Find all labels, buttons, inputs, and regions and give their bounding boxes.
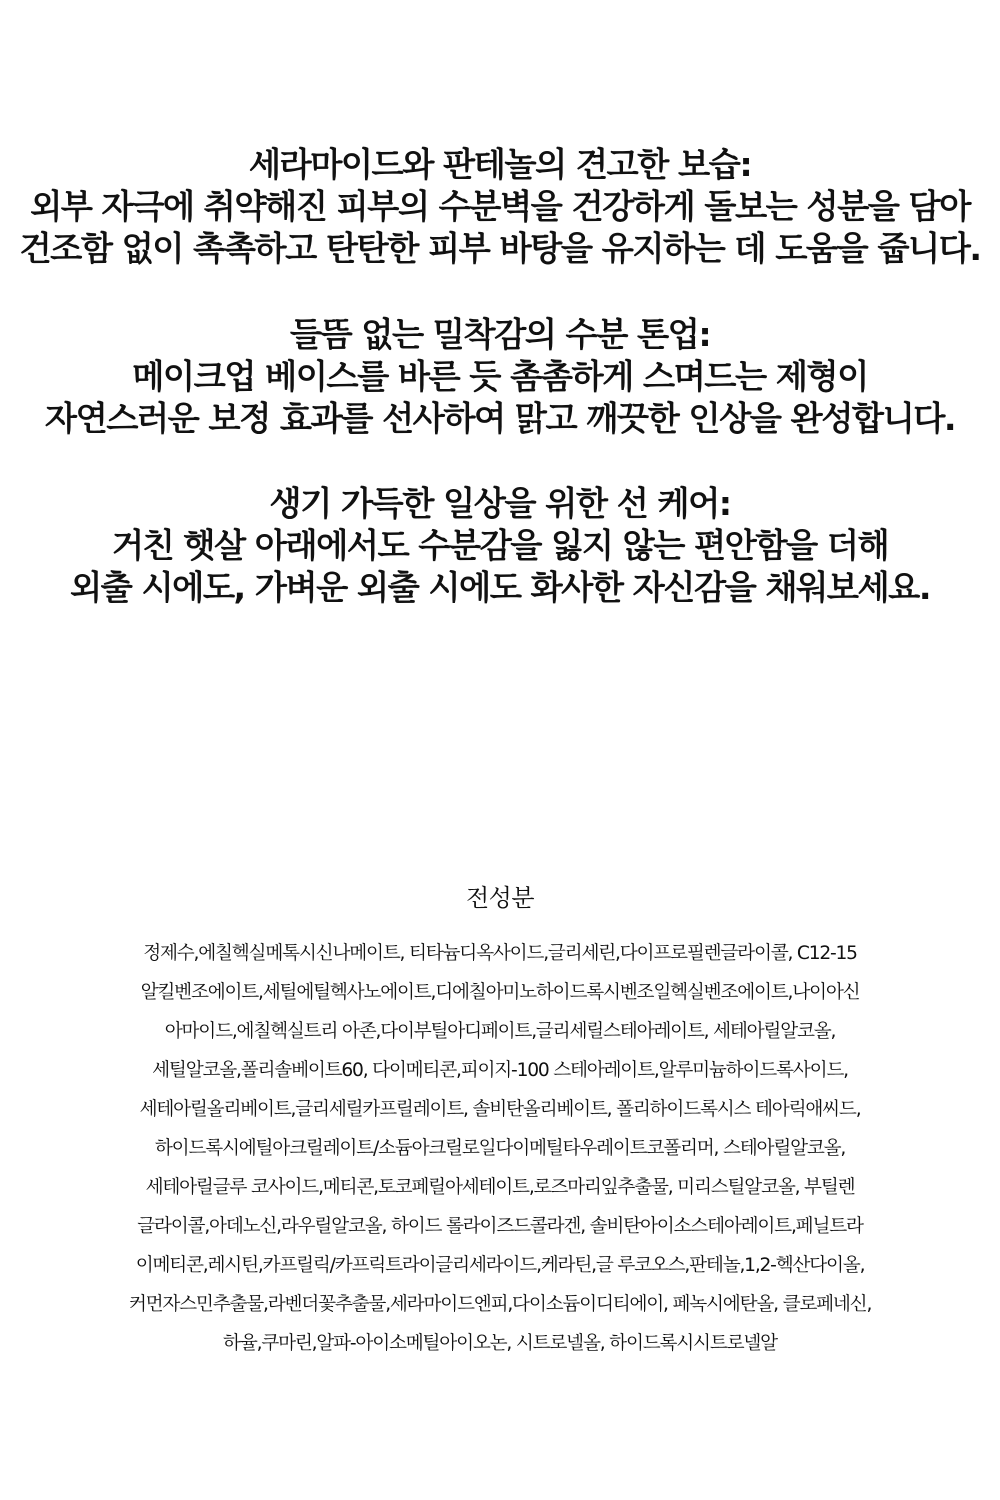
feature-text-line: 건조함 없이 촉촉하고 탄탄한 피부 바탕을 유지하는 데 도움을 줍니다. <box>19 229 981 268</box>
ingredients-line: 글라이콜,아데노신,라우릴알코올, 하이드 롤라이즈드콜라겐, 솔비탄아이소스테아레이트,페닐트라 <box>137 1216 863 1237</box>
feature-text-line: 외출 시에도, 가벼운 외출 시에도 화사한 자신감을 채워보세요. <box>70 568 930 607</box>
feature-text-line: 외부 자극에 취약해진 피부의 수분벽을 건강하게 돌보는 성분을 담아 <box>30 187 970 226</box>
ingredients-line: 커먼자스민추출물,라벤더꽃추출물,세라마이드엔피,다이소듐이디티에이, 페녹시에탄올, 클로페네신, <box>128 1294 872 1315</box>
feature-heading: 세라마이드와 판테놀의 견고한 보습: <box>248 145 752 184</box>
feature-tone-up <box>0 314 1000 440</box>
feature-text-line: 메이크업 베이스를 바른 듯 촘촘하게 스며드는 제형이 <box>132 357 868 396</box>
feature-heading: 들뜸 없는 밀착감의 수분 톤업: <box>289 315 711 354</box>
ingredients-line: 세테아릴올리베이트,글리세릴카프릴레이트, 솔비탄올리베이트, 폴리하이드록시스 테아릭애씨드, <box>139 1099 861 1120</box>
feature-moisture <box>0 144 1000 270</box>
ingredients-line: 세테아릴글루 코사이드,메티콘,토코페릴아세테이트,로즈마리잎추출물, 미리스틸알코올, 부틸렌 <box>145 1177 855 1198</box>
ingredients-title: 전성분 <box>465 884 535 912</box>
ingredients-line: 알킬벤조에이트,세틸에틸헥사노에이트,디에칠아미노하이드록시벤조일헥실벤조에이트,나이아신 <box>140 982 860 1003</box>
ingredients-line: 이메티콘,레시틴,카프릴릭/카프릭트라이글리세라이드,케라틴,글 루코오스,판테놀,1,2-헥산다이올, <box>135 1255 865 1276</box>
ingredients-line: 정제수,에칠헥실메톡시신나메이트, 티타늄디옥사이드,글리세린,다이프로필렌글라이콜, C12-15 <box>143 943 857 964</box>
ingredients-line: 아마이드,에칠헥실트리 아존,다이부틸아디페이트,글리세릴스테아레이트, 세테아릴알코올, <box>164 1021 836 1042</box>
ingredients-section <box>0 882 1000 1363</box>
feature-heading: 생기 가득한 일상을 위한 선 케어: <box>269 484 731 523</box>
feature-text-line: 거친 햇살 아래에서도 수분감을 잃지 않는 편안함을 더해 <box>111 526 889 565</box>
feature-sun-care <box>0 483 1000 609</box>
ingredients-line: 하율,쿠마린,알파-아이소메틸아이오논, 시트로넬올, 하이드록시시트로넬알 <box>223 1333 777 1354</box>
ingredients-line: 하이드록시에틸아크릴레이트/소듐아크릴로일다이메틸타우레이트코폴리머, 스테아릴알코올, <box>154 1138 846 1159</box>
feature-text-line: 자연스러운 보정 효과를 선사하여 맑고 깨끗한 인상을 완성합니다. <box>44 399 956 438</box>
ingredients-line: 세틸알코올,폴리솔베이트60, 다이메티콘,피이지-100 스테아레이트,알루미늄하이드록사이드, <box>152 1060 848 1081</box>
